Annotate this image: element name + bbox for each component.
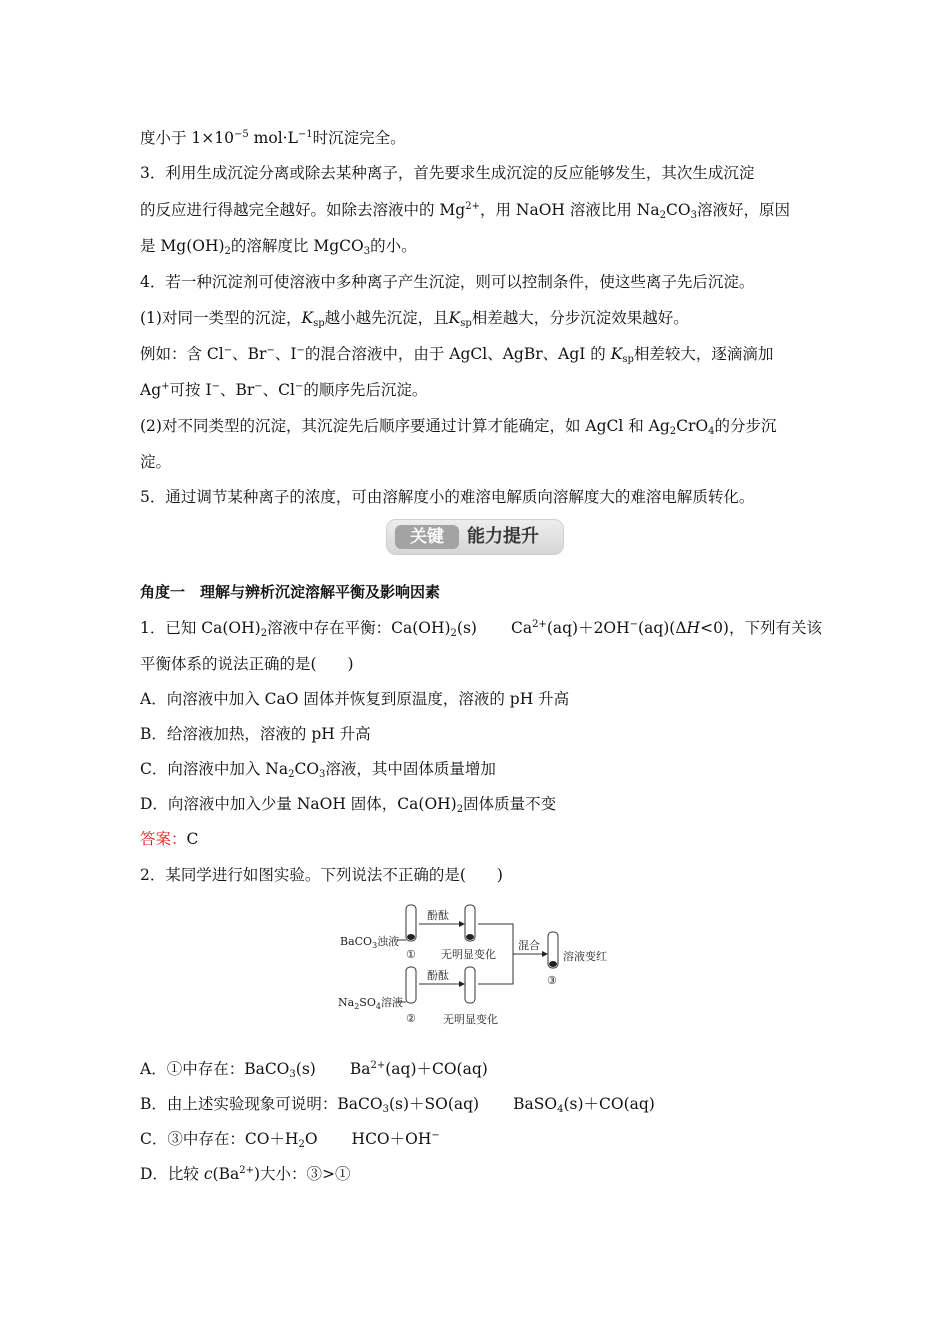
item-4-example-line-1: 例如：含 Cl−、Br−、I−的混合溶液中，由于 AgCl、AgBr、AgI 的 $K_{sp}$相差较大，逐滴滴加 [140, 345, 774, 365]
item-4-line-1: 4．若一种沉淀剂可使溶液中多种离子产生沉淀，则可以控制条件，使这些离子先后沉淀。 [140, 273, 755, 291]
question-2-option-d: D．比较 $c(Ba^{2+})$大小：③>① [140, 1165, 351, 1183]
item-5: 5．通过调节某种离子的浓度，可由溶解度小的难溶电解质向溶解度大的难溶电解质转化。 [140, 488, 755, 506]
label-phenolphthalein-2: 酚酞 [427, 969, 449, 982]
question-2-option-c: C．③中存在：$CO+H_2O$ HCO＋OH− [140, 1130, 440, 1150]
label-n3: ③ [547, 974, 557, 987]
banner-tag: 关键 [395, 525, 459, 549]
experiment-diagram [335, 903, 625, 1031]
banner-title: 能力提升 [467, 526, 539, 547]
item-4-point-2: (2)对不同类型的沉淀，其沉淀先后顺序要通过计算才能确定，如 AgCl 和 $Ag_2CrO_4$的分步沉 [140, 417, 777, 437]
label-no-change-1: 无明显变化 [441, 948, 496, 961]
item-3-line-1: 3．利用生成沉淀分离或除去某种离子，首先要求生成沉淀的反应能够发生，其次生成沉淀 [140, 164, 755, 182]
question-2-stem: 2．某同学进行如图实验。下列说法不正确的是( ) [140, 866, 503, 884]
label-phenolphthalein-1: 酚酞 [427, 909, 449, 922]
paragraph-line: 度小于 $1\times 10^{-5}$ $mol\cdot L^{-1}$时沉淀完全。 [140, 129, 406, 147]
label-turn-red: 溶液变红 [563, 950, 607, 963]
item-4-point-2-cont: 淀。 [140, 453, 172, 471]
question-1-answer [140, 828, 820, 850]
item-4-example-line-2: Ag+可按 I−、Br−、Cl−的顺序先后沉淀。 [140, 381, 428, 399]
label-n2: ② [406, 1012, 416, 1025]
question-2-option-b: B．由上述实验现象可说明：BaCO$_3$(s)＋SO(aq) BaSO$_4$(s)＋CO(aq) [140, 1095, 655, 1115]
question-1-stem-cont: 平衡体系的说法正确的是( ) [140, 655, 354, 673]
item-4-point-1: (1)对同一类型的沉淀，$K_{sp}$越小越先沉淀，且$K_{sp}$相差越大，分步沉淀效果越好。 [140, 309, 689, 329]
question-1-stem: 1．已知 $Ca(OH)_2$溶液中存在平衡：$Ca(OH)_2(s)$ $Ca^{2+}(aq)+2OH^-(aq)(\Delta H<0)$，下列有关该 [140, 619, 822, 639]
question-1-option-a: A．向溶液中加入 CaO 固体并恢复到原温度，溶液的 pH 升高 [140, 690, 570, 708]
label-na2so4: $Na_2SO_4$溶液 [338, 996, 403, 1011]
test-tube-2 [406, 967, 416, 1003]
question-1-option-b: B．给溶液加热，溶液的 pH 升高 [140, 725, 371, 743]
question-1-option-c: C．向溶液中加入 $Na_2CO_3$溶液，其中固体质量增加 [140, 760, 496, 780]
answer-value: C [186, 830, 199, 848]
label-baco3: BaCO$_3$浊液 [340, 935, 400, 950]
label-no-change-2: 无明显变化 [443, 1013, 498, 1026]
item-3-line-3: 是 $Mg(OH)_2$的溶解度比 MgCO$_3$的小。 [140, 237, 417, 257]
section-title: 角度一 理解与辨析沉淀溶解平衡及影响因素 [140, 583, 441, 601]
label-n1: ① [406, 948, 416, 961]
label-mix: 混合 [518, 939, 540, 952]
section-banner [386, 519, 564, 555]
question-2-option-a: A．①中存在：BaCO$_3$(s) $Ba^{2+}(aq)+CO(aq)$ [140, 1060, 488, 1080]
test-tube-2b [465, 967, 475, 1003]
question-1-option-d: D．向溶液中加入少量 NaOH 固体，$Ca(OH)_2$固体质量不变 [140, 795, 557, 815]
answer-label: 答案： [140, 830, 187, 848]
item-3-line-2: 的反应进行得越完全越好。如除去溶液中的 $Mg^{2+}$，用 NaOH 溶液比用 $Na_2CO_3$溶液好，原因 [140, 201, 790, 221]
